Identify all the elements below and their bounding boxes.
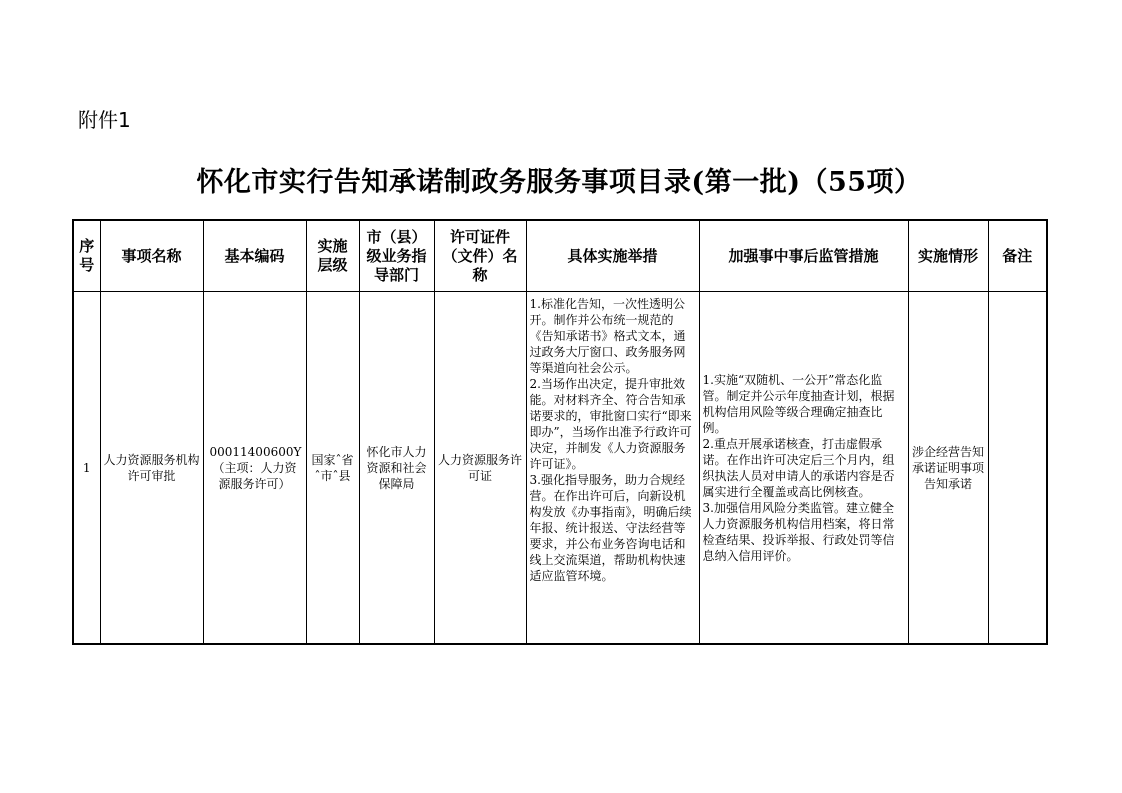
cell-remark [988,292,1047,645]
header-item-name: 事项名称 [100,220,203,292]
cell-supervision: 1.实施“双随机、一公开”常态化监管。制定并公示年度抽查计划，根据机构信用风险等级合理确定抽查比例。 2.重点开展承诺核查，打击虚假承诺。在作出许可决定后三个月内，组织执法人员对申请人的承诺内容是否属实进行全覆盖或高比例核查。 3.加强信用风险分类监管。建立健全人力资源服务机构信用档案，将日常检查结果、投诉举报、行政处罚等信息纳入信用评价。 [699,292,908,645]
cell-situation: 涉企经营告知承诺证明事项告知承诺 [908,292,988,645]
cell-item-name: 人力资源服务机构许可审批 [100,292,203,645]
header-level: 实施层级 [306,220,359,292]
header-license-name: 许可证件（文件）名称 [434,220,526,292]
cell-measures: 1.标准化告知，一次性透明公开。制作并公布统一规范的《告知承诺书》格式文本，通过政务大厅窗口、政务服务网等渠道向社会公示。 2.当场作出决定，提升审批效能。对材料齐全、符合告知承诺要求的，审批窗口实行“即来即办”，当场作出准予行政许可决定，并制发《人力资源服务许可证》。 3.强化指导服务，助力合规经营。在作出许可后，向新设机构发放《办事指南》，明确后续年报、统计报送、守法经营等要求，并公布业务咨询电话和线上交流渠道，帮助机构快速适应监管环境。 [526,292,699,645]
catalog-table [72,219,1048,645]
header-seq: 序号 [73,220,100,292]
header-measures: 具体实施举措 [526,220,699,292]
cell-guiding-dept: 怀化市人力资源和社会保障局 [359,292,434,645]
cell-seq: 1 [73,292,100,645]
attachment-label: 附件1 [78,108,131,132]
cell-level: 国家ˆ省ˆ市ˆ县 [306,292,359,645]
cell-basic-code: 00011400600Y（主项：人力资源服务许可） [203,292,306,645]
page-title: 怀化市实行告知承诺制政务服务事项目录(第一批)（55项） [196,167,922,198]
header-basic-code: 基本编码 [203,220,306,292]
table-row [73,292,1047,645]
header-remark: 备注 [988,220,1047,292]
cell-license-name: 人力资源服务许可证 [434,292,526,645]
header-supervision: 加强事中事后监管措施 [699,220,908,292]
header-situation: 实施情形 [908,220,988,292]
header-guiding-dept: 市（县）级业务指导部门 [359,220,434,292]
table-header-row [73,220,1047,292]
